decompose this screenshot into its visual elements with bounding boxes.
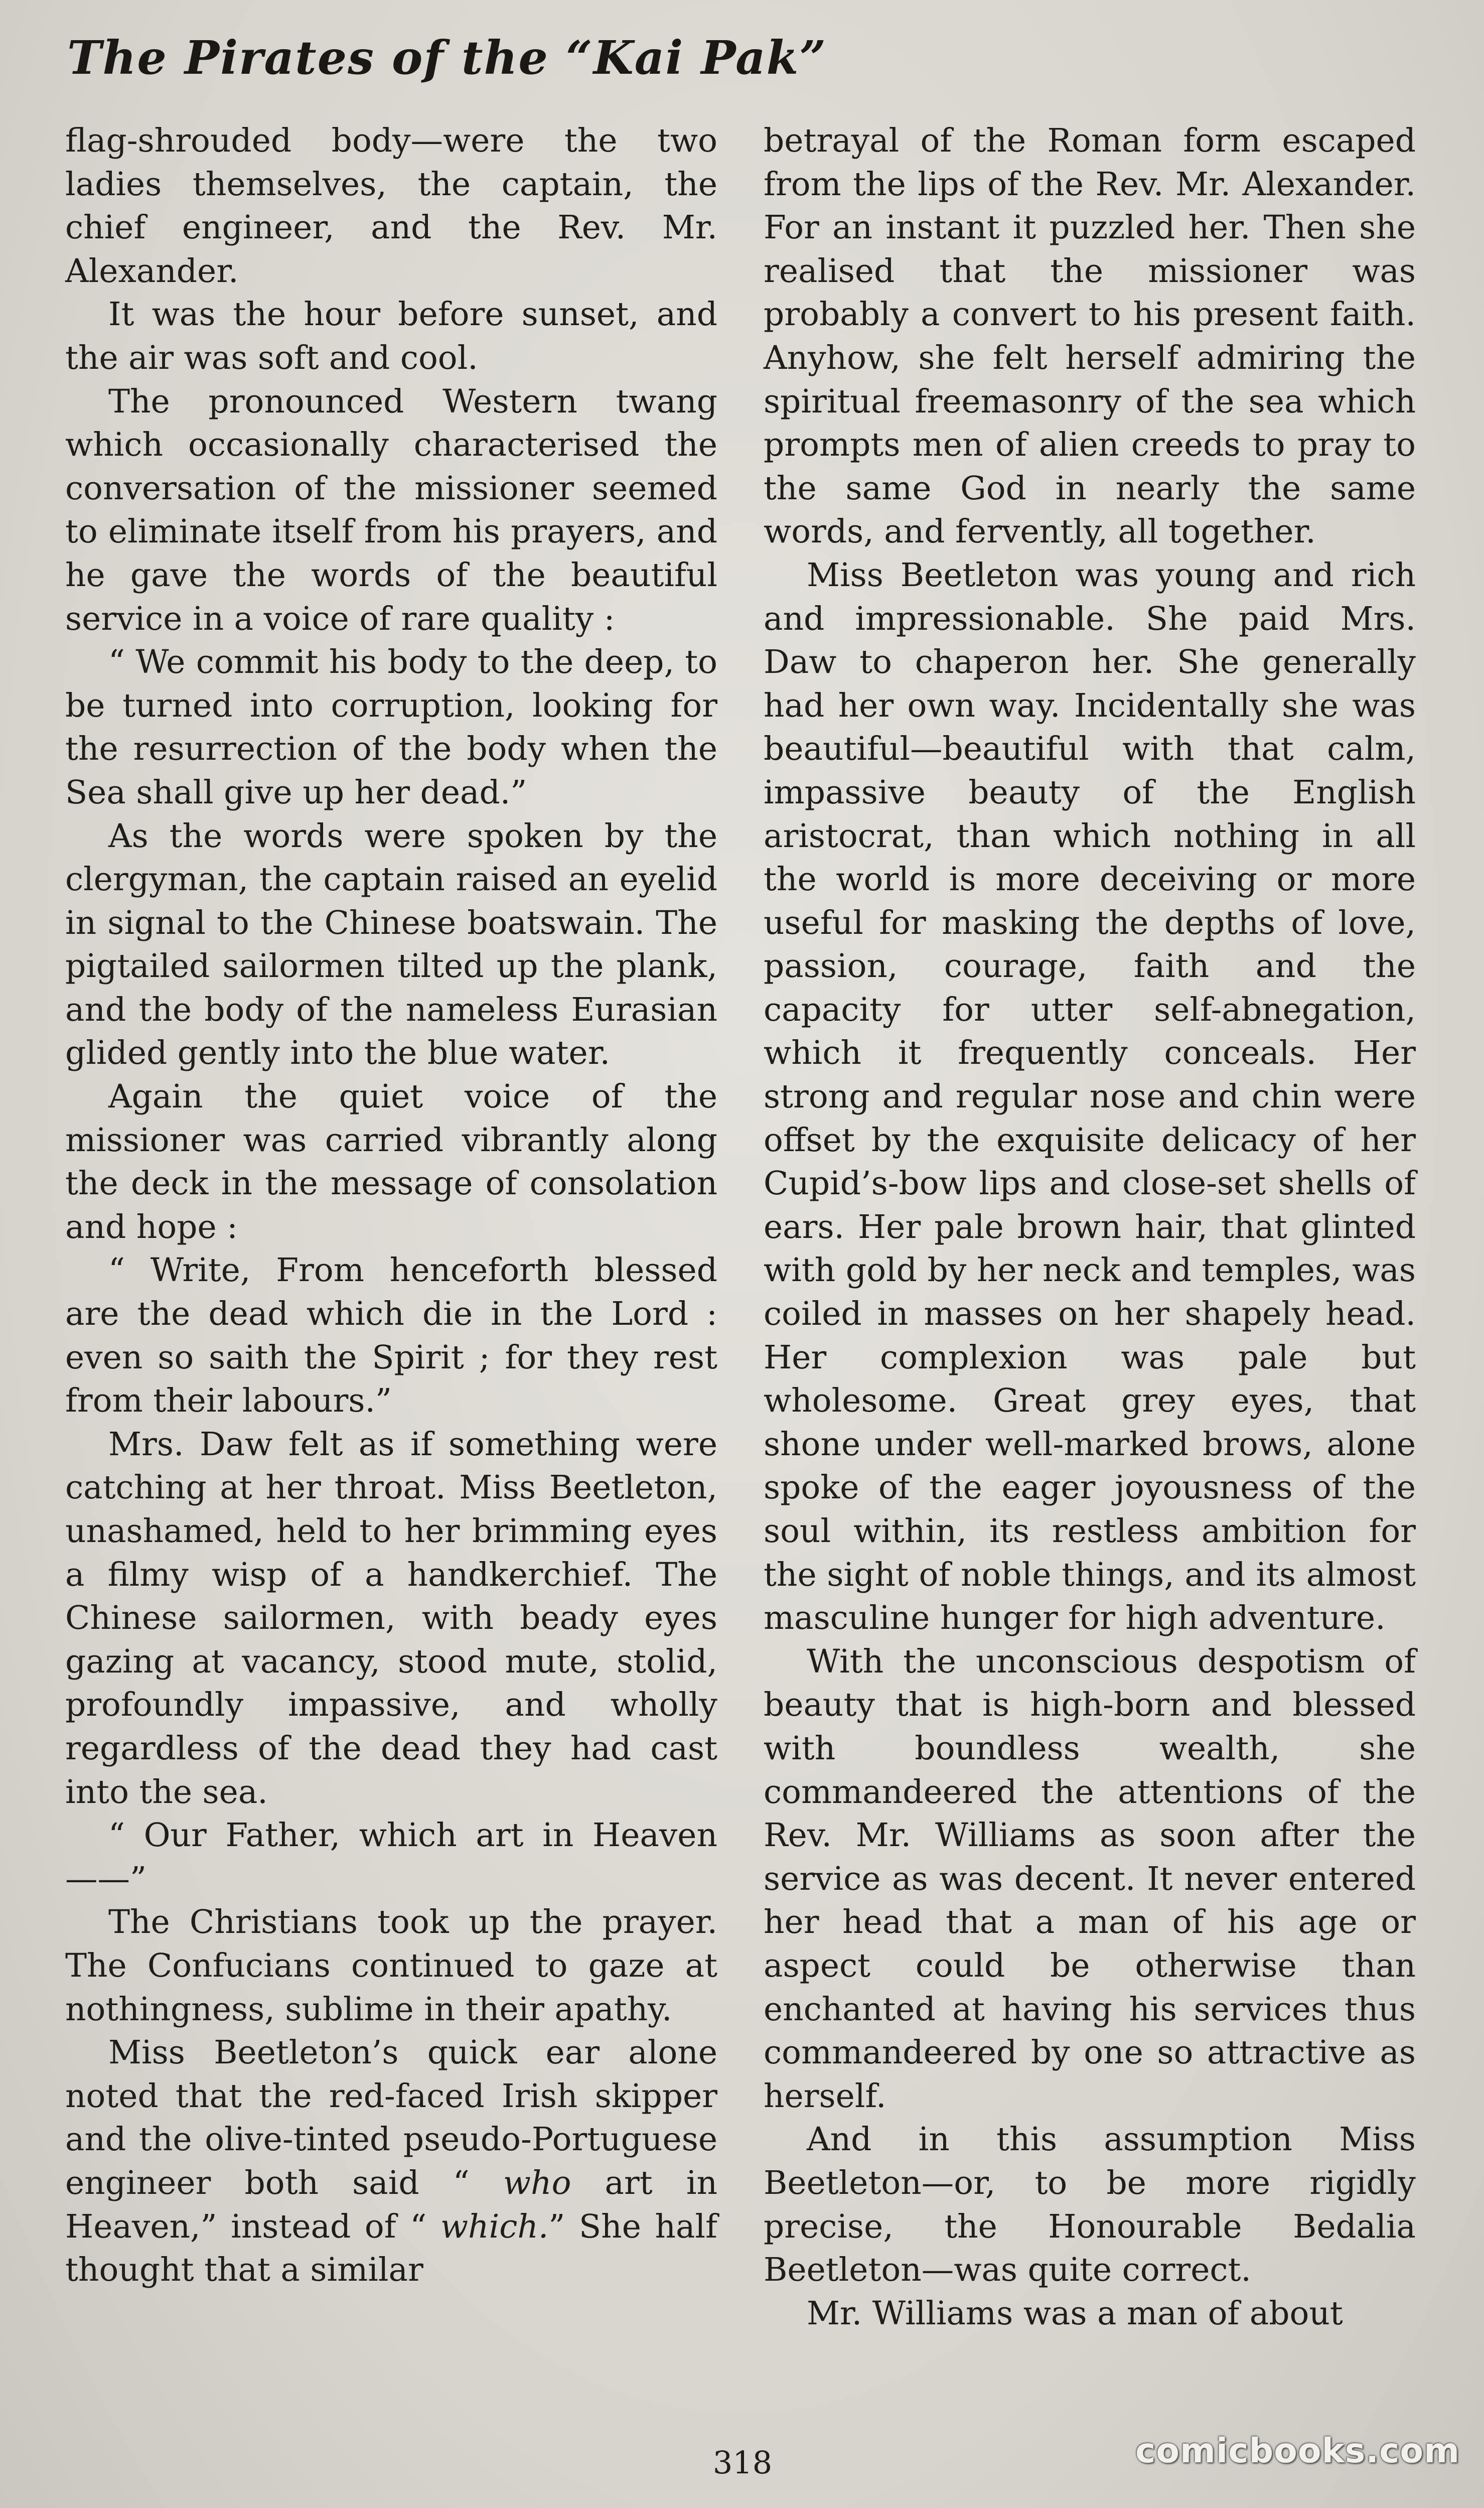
page-number: 318 — [712, 2444, 773, 2481]
text-run: ” She half thought that a similar — [65, 2207, 718, 2289]
text-run: art in Heaven,” instead of “ — [65, 2164, 717, 2246]
right-column — [764, 119, 1416, 2335]
paragraph: And in this assumption Miss Beetleton—or, to be more rigidly precise, the Honourable Bedalia Beetleton—was quite correct. — [764, 2121, 1416, 2289]
paragraph: Miss Beetleton was young and rich and impressionable. She paid Mrs. Daw to chaperon her. She generally had her own way. Incidentally she was beautiful—beautiful with that calm, impassive beauty of the English aristocrat, than which nothing in all the world is more deceiving or more useful for masking the depths of love, passion, courage, faith and the capacity for utter self-abnegation, which it frequently conceals. Her strong and regular nose and chin were offset by the exquisite delicacy of her Cupid’s-bow lips and close-set shells of ears. Her pale brown hair, that glinted with gold by her neck and temples, was coiled in masses on her shapely head. Her complexion was pale but wholesome. Great grey eyes, that shone under well-marked brows, alone spoke of the eager joyousness of the soul within, its restless ambition for the sight of noble things, and its almost masculine hunger for high adventure. — [764, 556, 1416, 1637]
left-column — [65, 119, 717, 2292]
watermark: comicbooks.com — [1135, 2431, 1460, 2471]
emphasis: who — [503, 2164, 571, 2202]
paragraph: It was the hour before sunset, and the air was soft and cool. — [65, 296, 717, 377]
paragraph: Mr. Williams was a man of about — [807, 2294, 1343, 2332]
paragraph — [65, 2031, 717, 2292]
prayer-quote: “ Our Father, which art in Heaven——” — [65, 1817, 717, 1898]
emphasis: which. — [440, 2207, 549, 2246]
text-run: Miss Beetleton’s quick ear alone noted that the red-faced Irish skipper and the olive-tinted pseudo-Portuguese engineer both said “ — [65, 2034, 717, 2202]
paragraph: Again the quiet voice of the missioner was carried vibrantly along the deck in the message of consolation and hope : — [65, 1078, 717, 1246]
paragraph: The Christians took up the prayer. The Confucians continued to gaze at nothingness, sublime in their apathy. — [65, 1903, 717, 2028]
scripture-quote: “ Write, From henceforth blessed are the dead which die in the Lord : even so saith the Spirit ; for they rest from their labours.” — [65, 1251, 717, 1420]
paragraph: flag-shrouded body—were the two ladies themselves, the captain, the chief engineer, and the Rev. Mr. Alexander. — [65, 122, 717, 290]
paragraph: With the unconscious despotism of beauty that is high-born and blessed with boundless wealth, she commandeered the attentions of the Rev. Mr. Williams as soon after the service as was decent. It never entered her head that a man of his age or aspect could be otherwise than enchanted at having his services thus commandeered by one so attractive as herself. — [764, 1642, 1416, 2115]
paragraph: As the words were spoken by the clergyman, the captain raised an eyelid in signal to the Chinese boatswain. The pigtailed sailormen tilted up the plank, and the body of the nameless Eurasian glided gently into the blue water. — [65, 817, 717, 1072]
paragraph: betrayal of the Roman form escaped from the lips of the Rev. Mr. Alexander. For an instant it puzzled her. Then she realised that the missioner was probably a convert to his present faith. Anyhow, she felt herself admiring the spiritual freemasonry of the sea which prompts men of alien creeds to pray to the same God in nearly the same words, and fervently, all together. — [764, 122, 1416, 551]
running-title: The Pirates of the “Kai Pak” — [67, 31, 827, 85]
paragraph: Mrs. Daw felt as if something were catching at her throat. Miss Beetleton, unashamed, held to her brimming eyes a filmy wisp of a handkerchief. The Chinese sailormen, with beady eyes gazing at vacancy, stood mute, stolid, profoundly impassive, and wholly regardless of the dead they had cast into the sea. — [65, 1425, 717, 1811]
paragraph: The pronounced Western twang which occasionally characterised the conversation of the missioner seemed to eliminate itself from his prayers, and he gave the words of the beautiful service in a voice of rare quality : — [65, 382, 717, 638]
scripture-quote: “ We commit his body to the deep, to be turned into corruption, looking for the resurrection of the body when the Sea shall give up her dead.” — [65, 643, 717, 811]
